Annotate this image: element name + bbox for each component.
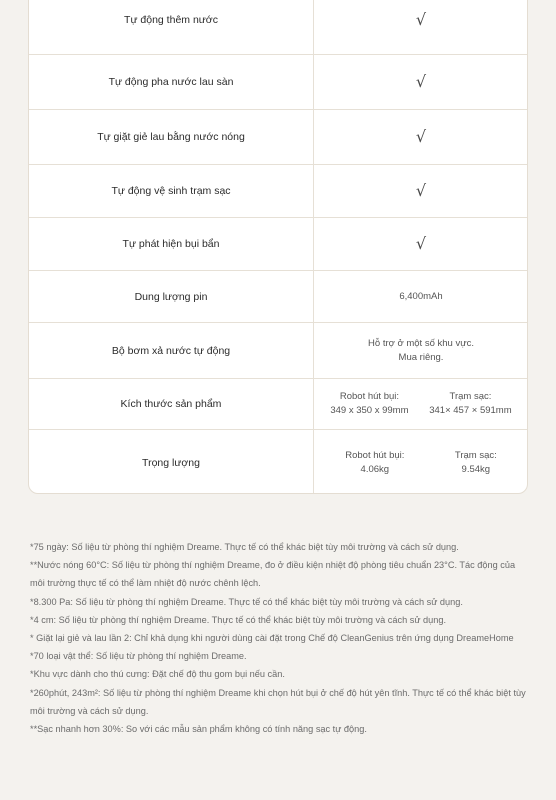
footnote: **Nước nóng 60°C: Số liệu từ phòng thí nghiệm Dreame, đo ở điều kiện nhiệt độ phòng tiêu chuẩn 23°C. Tác động của môi trường thực tế có thể làm nhiệt độ nước chênh lệch. — [30, 560, 516, 589]
spec-row — [29, 110, 527, 165]
spec-value — [314, 430, 528, 494]
spec-label: Tự phát hiện bụi bẩn — [122, 238, 220, 250]
spec-value — [314, 110, 528, 164]
spec-cell-title: Robot hút bụi: — [345, 449, 405, 461]
spec-cell-value: 341× 457 × 591mm — [429, 405, 512, 416]
spec-value-cell — [429, 390, 511, 418]
spec-cell-value: 349 x 350 x 99mm — [330, 405, 409, 416]
check-mark-icon: √ — [415, 9, 427, 29]
spec-value-text: 6,400mAh — [399, 290, 443, 302]
footnote: *4 cm: Số liệu từ phòng thí nghiệm Dreame. Thực tế có thể khác biệt tùy môi trường và cách sử dụng. — [30, 614, 447, 625]
spec-label: Bộ bơm xả nước tự động — [111, 344, 231, 357]
spec-row — [29, 165, 527, 218]
spec-value — [314, 323, 528, 378]
spec-value — [314, 0, 528, 54]
spec-label: Tự động vệ sinh trạm sạc — [111, 185, 231, 197]
spec-label: Dung lượng pin — [134, 290, 208, 303]
spec-label: Kích thước sản phẩm — [120, 398, 222, 410]
spec-value — [314, 271, 528, 322]
spec-row — [29, 323, 527, 379]
spec-value-cell — [330, 390, 408, 418]
spec-row — [29, 379, 527, 430]
check-mark-icon: √ — [415, 72, 427, 91]
footnote: * Giặt lại giẻ và lau lần 2: Chỉ khả dụng khi người dùng cài đặt trong Chế độ CleanGenius trên ứng dụng DreameHome — [30, 633, 514, 644]
spec-row — [29, 430, 527, 494]
spec-value-cell — [345, 449, 404, 477]
spec-label: Tự động pha nước lau sàn — [108, 76, 234, 88]
spec-row — [29, 0, 527, 55]
spec-value — [314, 379, 528, 429]
footnotes — [30, 538, 530, 738]
check-mark-icon: √ — [415, 181, 427, 200]
spec-value-cell — [455, 449, 497, 477]
spec-row — [29, 271, 527, 323]
footnote: *Khu vực dành cho thú cưng: Đặt chế độ thu gom bụi nếu cần. — [30, 669, 285, 680]
spec-value-line: Hỗ trợ ở một số khu vực. — [368, 337, 474, 349]
spec-value — [314, 218, 528, 270]
check-mark-icon: √ — [415, 127, 427, 146]
spec-label: Trọng lượng — [142, 456, 200, 469]
spec-cell-title: Robot hút bụi: — [339, 391, 400, 402]
spec-label: Tự động thêm nước — [124, 13, 218, 26]
footnote: *70 loại vật thể: Số liệu từ phòng thí nghiệm Dreame. — [30, 651, 247, 662]
spec-cell-value: 9.54kg — [461, 463, 491, 475]
spec-row — [29, 218, 527, 271]
spec-cell-title: Trạm sạc: — [454, 449, 497, 461]
spec-label: Tự giặt giẻ lau bằng nước nóng — [97, 131, 245, 143]
spec-value — [314, 165, 528, 217]
spec-row — [29, 55, 527, 110]
spec-table — [28, 0, 528, 494]
spec-value-split — [314, 390, 528, 418]
spec-value-line: Mua riêng. — [398, 351, 444, 363]
spec-value-lines — [368, 337, 474, 365]
spec-cell-value: 4.06kg — [360, 463, 390, 475]
spec-value-split — [314, 449, 528, 477]
spec-value — [314, 55, 528, 109]
footnote: **Sạc nhanh hơn 30%: So với các mẫu sản phẩm không có tính năng sạc tự động. — [30, 724, 367, 735]
spec-cell-title: Trạm sạc: — [449, 391, 492, 402]
footnote: *8.300 Pa: Số liệu từ phòng thí nghiệm Dreame. Thực tế có thể khác biệt tùy môi trường và cách sử dụng. — [30, 596, 463, 607]
footnote: *260phút, 243m²: Số liệu từ phòng thí nghiệm Dreame khi chọn hút bụi ở chế độ hút yên tĩnh. Thực tế có thể khác biệt tùy môi trường và cách sử dụng. — [30, 687, 526, 716]
footnote: *75 ngày: Số liệu từ phòng thí nghiệm Dreame. Thực tế có thể khác biệt tùy môi trường và cách sử dụng. — [30, 542, 459, 552]
check-mark-icon: √ — [415, 234, 427, 253]
